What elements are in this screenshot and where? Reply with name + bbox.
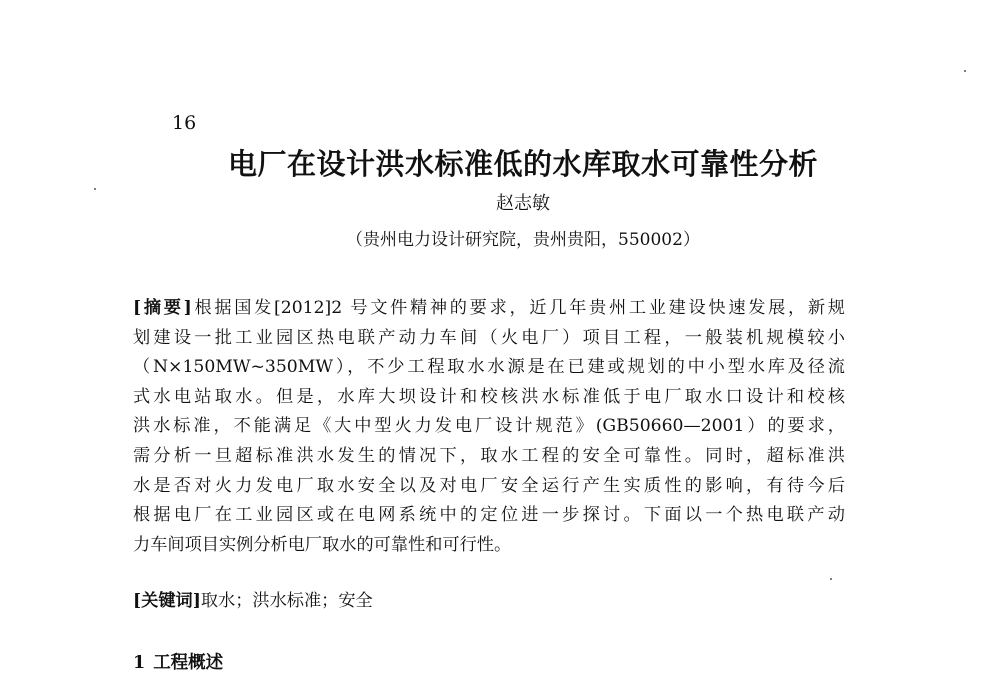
abstract-line: 式水电站取水。但是，水库大坝设计和校核洪水标准低于电厂取水口设计和校核 bbox=[133, 386, 845, 407]
abstract-line bbox=[133, 294, 845, 324]
scan-speck bbox=[830, 578, 832, 580]
abstract-line: 根据电厂在工业园区或在电网系统中的定位进一步探讨。下面以一个热电联产动 bbox=[133, 505, 845, 526]
page-number: 16 bbox=[172, 112, 197, 134]
abstract-label: [摘要] bbox=[133, 298, 192, 318]
keywords-label: [关键词] bbox=[133, 591, 201, 611]
abstract-line: 洪水标准，不能满足《大中型火力发电厂设计规范》(GB50660—2001）的要求， bbox=[133, 416, 845, 437]
abstract-text: 根据国发[2012]2 号文件精神的要求，近几年贵州工业建设快速发展，新规 bbox=[191, 298, 845, 318]
paper-title: 电厂在设计洪水标准低的水库取水可靠性分析 bbox=[227, 147, 818, 181]
section-number: 1 bbox=[133, 653, 146, 673]
abstract-line: （N×150MW~350MW），不少工程取水水源是在已建或规划的中小型水库及径流 bbox=[133, 357, 845, 378]
abstract-line: 划建设一批工业园区热电联产动力车间（火电厂）项目工程，一般装机规模较小 bbox=[133, 327, 845, 348]
author-affiliation: （贵州电力设计研究院，贵州贵阳，550002） bbox=[346, 230, 700, 250]
author-name: 赵志敏 bbox=[496, 193, 550, 214]
section-heading bbox=[133, 650, 223, 676]
scan-speck bbox=[964, 70, 966, 72]
abstract-line: 需分析一旦超标准洪水发生的情况下，取水工程的安全可靠性。同时，超标准洪 bbox=[133, 445, 845, 466]
section-title: 工程概述 bbox=[153, 653, 224, 673]
abstract-line: 力车间项目实例分析电厂取水的可靠性和可行性。 bbox=[133, 534, 512, 555]
abstract-line: 水是否对火力发电厂取水安全以及对电厂安全运行产生实质性的影响，有待今后 bbox=[133, 475, 845, 496]
keywords-text: 取水；洪水标准；安全 bbox=[200, 591, 373, 611]
abstract bbox=[133, 294, 845, 560]
keywords bbox=[133, 588, 845, 614]
scan-speck bbox=[94, 188, 96, 190]
